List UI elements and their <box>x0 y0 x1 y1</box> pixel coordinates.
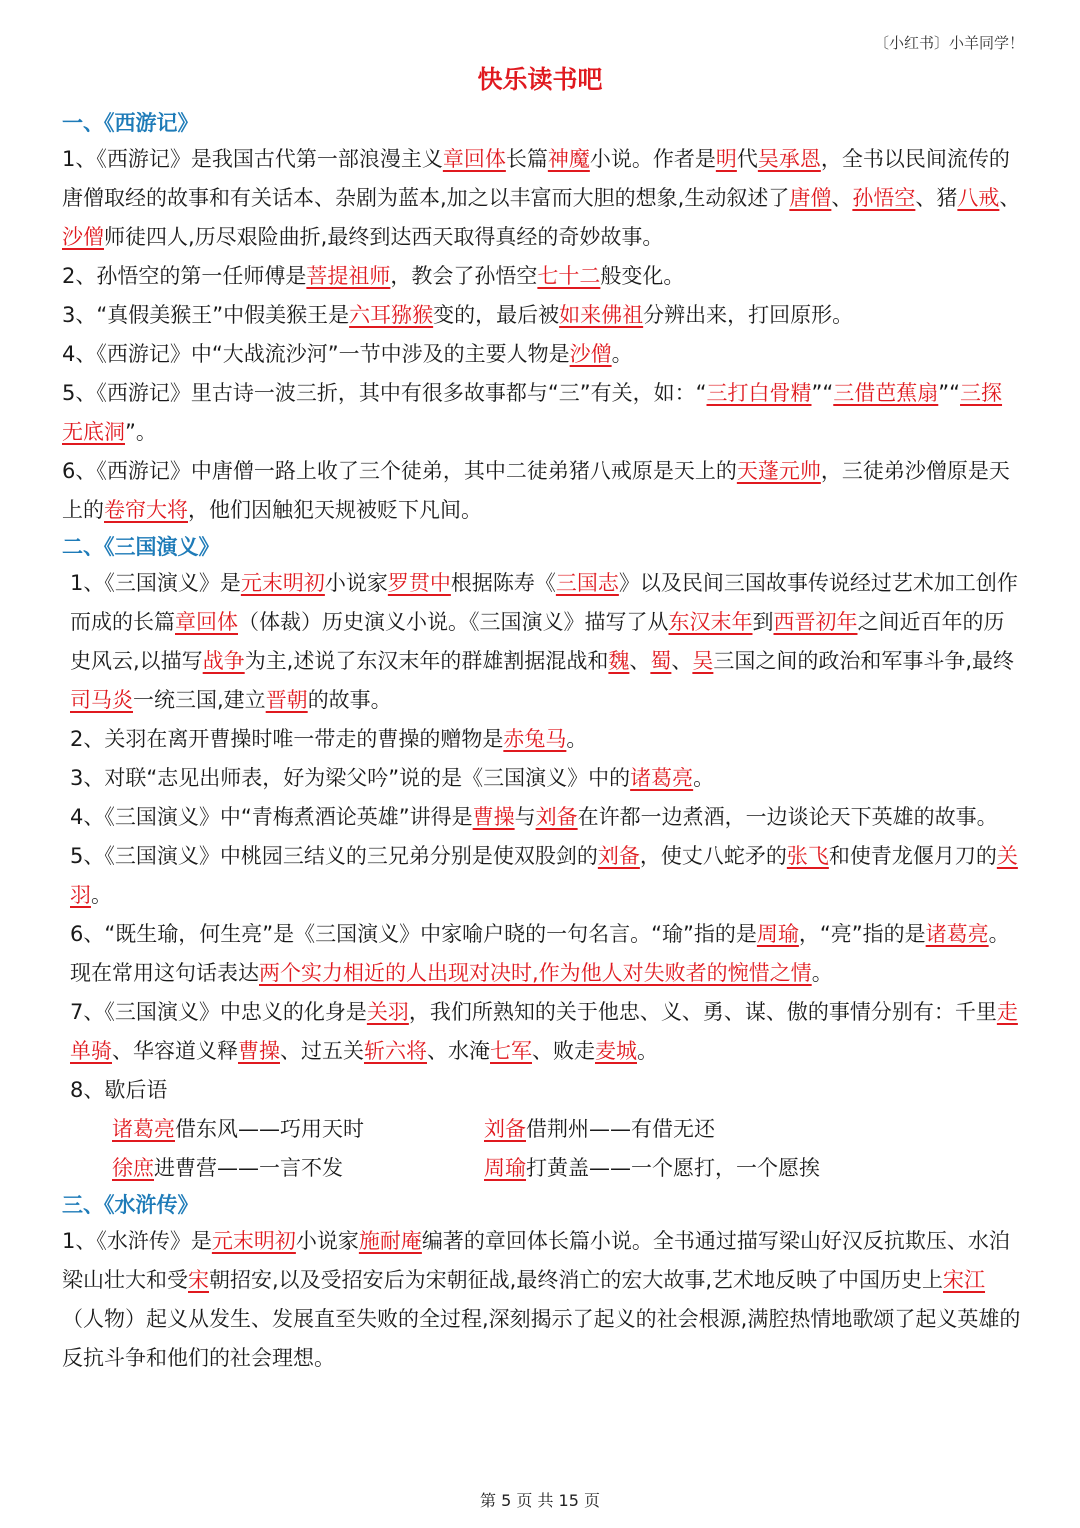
question-item <box>62 296 1022 335</box>
body-text: 。 <box>693 766 715 790</box>
body-text: ，我们所熟知的关于他忠、义、勇、谋、傲的事情分别有：千里 <box>408 1000 997 1024</box>
body-text: 小说。作者是 <box>589 147 716 171</box>
body-text: 、 <box>671 649 693 673</box>
body-text: 3、“真假美猴王”中假美猴王是 <box>62 303 350 327</box>
answer-text: 战争 <box>202 649 245 673</box>
answer-text: 走单骑 <box>70 1000 1018 1063</box>
body-text: 2、孙悟空的第一任师傅是 <box>62 264 307 288</box>
body-text: 和使青龙偃月刀的 <box>828 844 997 868</box>
answer-text: 刘备 <box>484 1117 526 1141</box>
body-text: 。 <box>811 961 833 985</box>
body-text: 5、《西游记》里古诗一波三折，其中有很多故事都与“三”有关，如：“ <box>62 381 707 405</box>
answer-text: 曹操 <box>238 1039 280 1063</box>
answer-text: 三探无底洞 <box>62 381 1003 444</box>
question-item <box>62 720 1022 759</box>
answer-text: 关羽 <box>70 844 1018 907</box>
body-text: 4、《西游记》中“大战流沙河”一节中涉及的主要人物是 <box>62 342 570 366</box>
body-text: 。 <box>611 342 633 366</box>
body-text: 3、对联“志见出师表，好为梁父吟”说的是《三国演义》中的 <box>70 766 631 790</box>
question-item <box>62 915 1022 993</box>
body-text: 7、《三国演义》中忠义的化身是 <box>70 1000 367 1024</box>
body-text: 借荆州——有借无还 <box>526 1117 715 1141</box>
answer-text: 魏 <box>608 649 630 673</box>
body-text: 分辨出来，打回原形。 <box>643 303 854 327</box>
answer-text: 两个实力相近的人出现对决时,作为他人对失败者的惋惜之情 <box>259 961 812 985</box>
section-heading: 三、《水浒传》 <box>62 1193 199 1217</box>
section-heading: 二、《三国演义》 <box>62 535 220 559</box>
page-footer: 第 5 页 共 15 页 <box>480 1491 600 1510</box>
body-text: 小说家 <box>324 571 388 595</box>
answer-text: 晋朝 <box>265 688 308 712</box>
body-text: 、华容道义释 <box>112 1039 238 1063</box>
body-text: 6、《西游记》中唐僧一路上收了三个徒弟，其中二徒弟猪八戒原是天上的 <box>62 459 737 483</box>
body-text: 、 <box>629 649 651 673</box>
body-text: 2、关羽在离开曹操时唯一带走的曹操的赠物是 <box>70 727 504 751</box>
answer-text: 徐庶 <box>112 1156 154 1180</box>
answer-text: 卷帘大将 <box>104 498 188 522</box>
body-text: ，使丈八蛇矛的 <box>639 844 787 868</box>
answer-text: 明 <box>715 147 737 171</box>
body-text: 、水淹 <box>427 1039 490 1063</box>
answer-text: 三借芭蕉扇 <box>833 381 939 405</box>
body-text: 为主,述说了东汉末年的群雄割据混战和 <box>244 649 609 673</box>
answer-text: 施耐庵 <box>358 1229 422 1253</box>
body-text: 长篇 <box>505 147 548 171</box>
body-text: 小说家 <box>295 1229 359 1253</box>
answer-text: 菩提祖师 <box>306 264 391 288</box>
body-text: 6、“既生瑜，何生亮”是《三国演义》中家喻户晓的一句名言。“瑜”指的是 <box>70 922 757 946</box>
section-heading: 一、《西游记》 <box>62 111 199 135</box>
answer-text: 诸葛亮 <box>112 1117 175 1141</box>
question-item <box>62 140 1022 257</box>
answer-text: 唐僧 <box>789 186 832 210</box>
answer-text: 章回体 <box>175 610 238 634</box>
body-text: 与 <box>514 805 536 829</box>
body-text: 、过五关 <box>280 1039 364 1063</box>
question-item <box>62 335 1022 374</box>
xiehouyu-row <box>62 1110 1022 1149</box>
question-item <box>62 798 1022 837</box>
body-text: 、猪 <box>915 186 958 210</box>
answer-text: 吴 <box>692 649 714 673</box>
answer-text: 神魔 <box>547 147 590 171</box>
body-text: 朝招安,以及受招安后为宋朝征战,最终消亡的宏大故事,艺术地反映了中国历史上 <box>209 1268 944 1292</box>
watermark: 〔小红书〕小羊同学！ <box>873 34 1024 52</box>
body-text: 1、《西游记》是我国古代第一部浪漫主义 <box>62 147 443 171</box>
body-text: 变的，最后被 <box>433 303 560 327</box>
body-text: ，他们因触犯天规被贬下凡间。 <box>188 498 482 522</box>
answer-text: 七十二 <box>537 264 601 288</box>
body-text: 代 <box>736 147 758 171</box>
body-text: 。 <box>637 1039 658 1063</box>
answer-text: 刘备 <box>535 805 578 829</box>
body-text: 到 <box>752 610 774 634</box>
body-text: 、 <box>831 186 853 210</box>
body-text: 三国之间的政治和军事斗争,最终 <box>713 649 1015 673</box>
answer-text: 罗贯中 <box>387 571 451 595</box>
xiehouyu-item <box>484 1110 856 1149</box>
question-item <box>62 452 1022 530</box>
body-text: 进曹营——一言不发 <box>154 1156 343 1180</box>
body-text: 打黄盖——一个愿打，一个愿挨 <box>526 1156 820 1180</box>
body-text: ，三徒弟沙僧原是天上的 <box>62 459 1010 522</box>
answer-text: 吴承恩 <box>757 147 821 171</box>
question-item <box>62 993 1022 1071</box>
body-text: 之间近百年的历史风云,以描写 <box>70 610 1005 673</box>
body-text: 根据陈寿《 <box>450 571 556 595</box>
answer-text: 沙僧 <box>569 342 612 366</box>
answer-text: 斩六将 <box>364 1039 427 1063</box>
question-item <box>62 257 1022 296</box>
answer-text: 八戒 <box>957 186 1000 210</box>
body-text: 8、歇后语 <box>70 1078 168 1102</box>
answer-text: 六耳猕猴 <box>349 303 434 327</box>
body-text: 在许都一边煮酒，一边谈论天下英雄的故事。 <box>577 805 998 829</box>
body-text: ”“ <box>938 381 961 405</box>
answer-text: 关羽 <box>366 1000 409 1024</box>
answer-text: 东汉末年 <box>668 610 753 634</box>
body-text: 。现在常用这句话表达 <box>70 922 1010 985</box>
body-text: ”“ <box>811 381 834 405</box>
page-title: 快乐读书吧 <box>477 65 603 94</box>
body-text: ，“亮”指的是 <box>798 922 926 946</box>
body-text: （人物）起义从发生、发展直至失败的全过程,深刻揭示了起义的社会根源,满腔热情地歌颂了起义英雄的反抗斗争和他们的社会理想。 <box>62 1307 1021 1370</box>
answer-text: 周瑜 <box>756 922 799 946</box>
answer-text: 元末明初 <box>211 1229 296 1253</box>
answer-text: 天蓬元帅 <box>736 459 821 483</box>
document-body <box>62 106 1022 1378</box>
answer-text: 张飞 <box>786 844 829 868</box>
answer-text: 蜀 <box>650 649 672 673</box>
answer-text: 三国志 <box>555 571 619 595</box>
question-item <box>62 837 1022 915</box>
answer-text: 曹操 <box>472 805 515 829</box>
answer-text: 司马炎 <box>70 688 133 712</box>
body-text: 1、《三国演义》是 <box>70 571 241 595</box>
body-text: 。 <box>91 883 112 907</box>
xiehouyu-item <box>112 1110 484 1149</box>
body-text: 。 <box>566 727 588 751</box>
answer-text: 赤兔马 <box>503 727 567 751</box>
question-item <box>62 1071 1022 1110</box>
answer-text: 三打白骨精 <box>706 381 812 405</box>
body-text: 1、《水浒传》是 <box>62 1229 212 1253</box>
xiehouyu-row <box>62 1149 1022 1188</box>
body-text: 般变化。 <box>600 264 685 288</box>
answer-text: 麦城 <box>595 1039 637 1063</box>
answer-text: 诸葛亮 <box>925 922 989 946</box>
body-text: 的故事。 <box>307 688 392 712</box>
body-text: （体裁）历史演义小说。《三国演义》描写了从 <box>238 610 669 634</box>
body-text: 借东风——巧用天时 <box>175 1117 364 1141</box>
question-item <box>62 1222 1022 1378</box>
body-text: 、 <box>999 186 1021 210</box>
answer-text: 西晋初年 <box>773 610 858 634</box>
question-item <box>62 759 1022 798</box>
answer-text: 诸葛亮 <box>630 766 694 790</box>
body-text: ，全书以民间流传的唐僧取经的故事和有关话本、杂剧为蓝本,加之以丰富而大胆的想象,生动叙述了 <box>62 147 1010 210</box>
answer-text: 如来佛祖 <box>559 303 644 327</box>
answer-text: 宋江 <box>943 1268 986 1292</box>
body-text: 5、《三国演义》中桃园三结义的三兄弟分别是使双股剑的 <box>70 844 598 868</box>
answer-text: 刘备 <box>597 844 640 868</box>
answer-text: 七军 <box>490 1039 532 1063</box>
body-text: 4、《三国演义》中“青梅煮酒论英雄”讲得是 <box>70 805 473 829</box>
body-text: 编著的章回体长篇小说。全书通过描写梁山好汉反抗欺压、水泊梁山壮大和受 <box>62 1229 1010 1292</box>
body-text: 师徒四人,历尽艰险曲折,最终到达西天取得真经的奇妙故事。 <box>104 225 664 249</box>
question-item <box>62 374 1022 452</box>
answer-text: 元末明初 <box>240 571 325 595</box>
body-text: ，教会了孙悟空 <box>390 264 538 288</box>
xiehouyu-item <box>484 1149 856 1188</box>
answer-text: 周瑜 <box>484 1156 526 1180</box>
answer-text: 沙僧 <box>62 225 104 249</box>
answer-text: 孙悟空 <box>852 186 916 210</box>
body-text: 》以及民间三国故事传说经过艺术加工创作而成的长篇 <box>70 571 1018 634</box>
question-item <box>62 564 1022 720</box>
body-text: 、败走 <box>532 1039 595 1063</box>
xiehouyu-item <box>112 1149 484 1188</box>
body-text: 一统三国,建立 <box>133 688 266 712</box>
body-text: ”。 <box>125 420 157 444</box>
answer-text: 宋 <box>188 1268 209 1292</box>
answer-text: 章回体 <box>442 147 506 171</box>
